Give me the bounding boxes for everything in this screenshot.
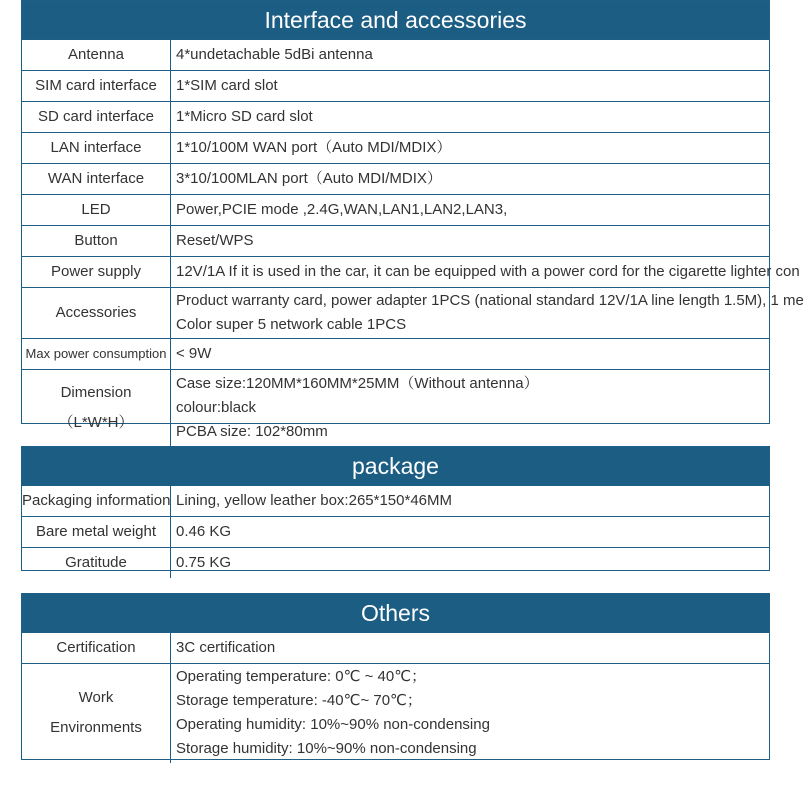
row-label: Max power consumption xyxy=(22,339,171,370)
table-row xyxy=(22,102,769,133)
spec-table xyxy=(22,632,769,763)
row-label: Accessories xyxy=(22,288,171,339)
row-value: 4*undetachable 5dBi antenna xyxy=(171,40,770,71)
row-label: WAN interface xyxy=(22,164,171,195)
row-label: Antenna xyxy=(22,40,171,71)
table-row xyxy=(22,133,769,164)
table-row xyxy=(22,664,769,763)
row-label: Work Environments xyxy=(22,664,171,763)
row-value: Reset/WPS xyxy=(171,226,770,257)
section-title: Interface and accessories xyxy=(22,1,769,39)
table-row xyxy=(22,517,769,548)
row-label: LED xyxy=(22,195,171,226)
row-value: 1*SIM card slot xyxy=(171,71,770,102)
table-row xyxy=(22,548,769,579)
row-label: SIM card interface xyxy=(22,71,171,102)
row-value: Product warranty card, power adapter 1PCS (national standard 12V/1A line length 1.5M), 1 me Color super 5 network cable 1PCS xyxy=(171,288,770,339)
section-title: package xyxy=(22,447,769,485)
others-section xyxy=(21,593,770,760)
row-value: 3C certification xyxy=(171,633,770,664)
table-row xyxy=(22,370,769,447)
row-label: Dimension （L*W*H） xyxy=(22,370,171,447)
row-label: Packaging information xyxy=(22,486,171,517)
row-label: SD card interface xyxy=(22,102,171,133)
table-row xyxy=(22,257,769,288)
table-row xyxy=(22,195,769,226)
row-value: 0.75 KG xyxy=(171,548,770,579)
row-value: 1*Micro SD card slot xyxy=(171,102,770,133)
table-row xyxy=(22,339,769,370)
row-value: Power,PCIE mode ,2.4G,WAN,LAN1,LAN2,LAN3, xyxy=(171,195,770,226)
row-value: < 9W xyxy=(171,339,770,370)
table-row xyxy=(22,288,769,339)
row-label: Gratitude xyxy=(22,548,171,579)
package-section xyxy=(21,446,770,571)
row-value: 1*10/100M WAN port（Auto MDI/MDIX） xyxy=(171,133,770,164)
spec-table xyxy=(22,39,804,447)
row-value: Operating temperature: 0℃ ~ 40℃； Storage temperature: -40℃~ 70℃； Operating humidity: 10%~90% non-condensing Storage humidity: 10%~90% non-condensing xyxy=(171,664,770,763)
table-row xyxy=(22,164,769,195)
row-label: Power supply xyxy=(22,257,171,288)
row-value: 3*10/100MLAN port（Auto MDI/MDIX） xyxy=(171,164,770,195)
section-title: Others xyxy=(22,594,769,632)
table-row xyxy=(22,226,769,257)
row-value: 12V/1A If it is used in the car, it can be equipped with a power cord for the cigarette lighter con xyxy=(171,257,770,288)
table-row xyxy=(22,71,769,102)
interface-accessories-section xyxy=(21,0,804,441)
row-value: Case size:120MM*160MM*25MM（Without antenna） colour:black PCBA size: 102*80mm xyxy=(171,370,770,447)
spec-table xyxy=(22,485,769,578)
row-value: Lining, yellow leather box:265*150*46MM xyxy=(171,486,770,517)
row-label: Button xyxy=(22,226,171,257)
row-label: Bare metal weight xyxy=(22,517,171,548)
row-label: LAN interface xyxy=(22,133,171,164)
row-value: 0.46 KG xyxy=(171,517,770,548)
table-row xyxy=(22,486,769,517)
table-row xyxy=(22,633,769,664)
row-label: Certification xyxy=(22,633,171,664)
table-row xyxy=(22,40,769,71)
